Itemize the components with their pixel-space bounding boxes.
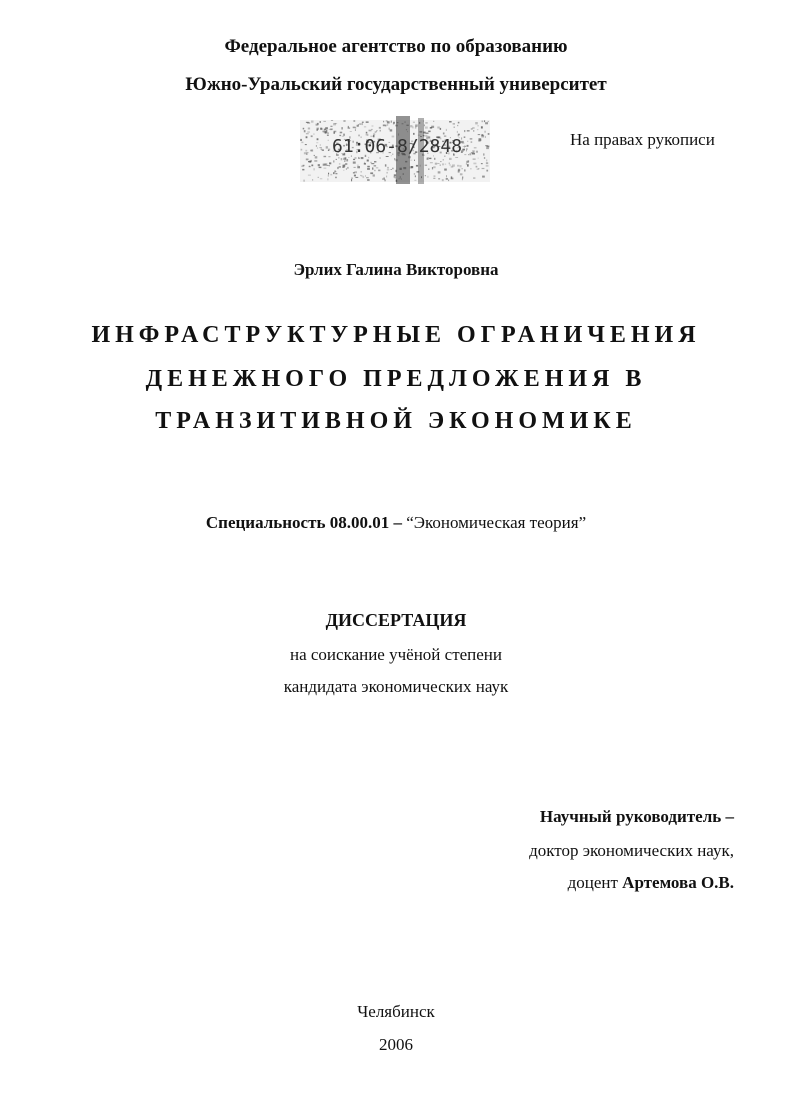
year: 2006 — [379, 1035, 413, 1054]
thesis-title-line: ДЕНЕЖНОГО ПРЕДЛОЖЕНИЯ В — [145, 366, 647, 392]
city: Челябинск — [357, 1002, 435, 1021]
thesis-title-line: ТРАНЗИТИВНОЙ ЭКОНОМИКЕ — [155, 408, 637, 434]
degree-line-1: на соискание учёной степени — [289, 645, 503, 664]
stamp-number: 61:06-8/2848 — [332, 136, 463, 157]
supervisor-line — [568, 873, 734, 893]
specialty-line — [0, 513, 792, 533]
agency-name: Федеральное агентство по образованию — [224, 36, 568, 57]
thesis-title-line: ИНФРАСТРУКТУРНЫЕ ОГРАНИЧЕНИЯ — [91, 322, 701, 348]
author-name: Эрлих Галина Викторовна — [293, 260, 499, 279]
supervisor-degree: доктор экономических наук, — [529, 841, 734, 860]
university-name: Южно-Уральский государственный университет — [185, 74, 607, 95]
dissertation-heading: ДИССЕРТАЦИЯ — [325, 610, 467, 630]
supervisor-name: Артемова О.В. — [622, 873, 734, 892]
specialty-label: Специальность 08.00.01 – — [205, 513, 402, 532]
library-stamp — [300, 116, 490, 186]
degree-line-2: кандидата экономических наук — [283, 677, 509, 696]
supervisor-title: доцент — [567, 873, 618, 892]
supervisor-label: Научный руководитель – — [539, 807, 734, 826]
specialty-name: “Экономическая теория” — [406, 513, 587, 532]
rights-note: На правах рукописи — [570, 130, 715, 149]
